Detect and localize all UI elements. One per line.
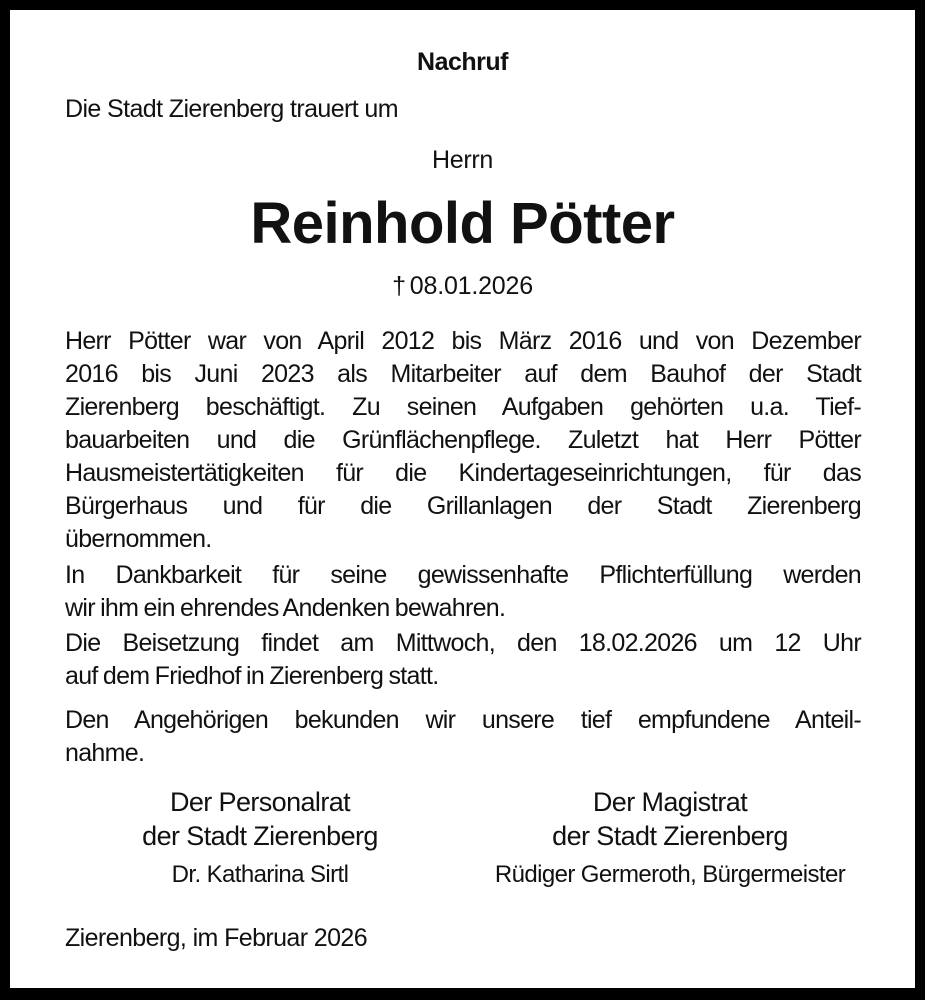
signature-person: Rüdiger Germeroth, Bürgermeister [494,861,846,888]
text-line: 2016 bis Juni 2023 als Mitarbeiter auf dem Bauhof der Stadt [65,360,861,388]
signature-body: Der Magistrat [592,787,748,817]
text-line: wir ihm ein ehrendes Andenken bewahren. [65,594,506,622]
cross-icon: † [392,272,406,300]
text-line: auf dem Friedhof in Zierenberg statt. [65,662,439,690]
paragraph-funeral [65,627,861,693]
salutation: Herrn [431,146,493,174]
place-date: Zierenberg, im Februar 2026 [65,924,368,952]
paragraph-condolences [65,704,861,770]
signature-person: Dr. Katharina Sirtl [171,861,349,888]
signature-org: der Stadt Zierenberg [552,821,788,851]
death-date: 08.01.2026 [409,272,533,300]
paragraph-gratitude [65,559,861,625]
signature-magistrat [440,785,900,892]
text-line: Hausmeistertätigkeiten für die Kindertageseinrichtungen, für das [65,459,861,487]
signature-body: Der Personalrat [169,787,351,817]
text-line: Die Beisetzung findet am Mittwoch, den 18.02.2026 um 12 Uhr [65,629,861,657]
deceased-name: Reinhold Pötter [250,191,675,256]
text-line: Zierenberg beschäftigt. Zu seinen Aufgaben gehörten u.a. Tief- [65,393,861,421]
obituary-notice [10,10,915,988]
text-line: nahme. [65,739,145,767]
death-date-line [10,272,915,301]
text-line: bauarbeiten und die Grünflächenpflege. Zuletzt hat Herr Pötter [65,426,861,454]
notice-heading: Nachruf [417,48,508,76]
signature-org: der Stadt Zierenberg [142,821,378,851]
text-line: In Dankbarkeit für seine gewissenhafte Pflichterfüllung werden [65,561,861,589]
signature-personalrat [110,785,410,892]
intro-line: Die Stadt Zierenberg trauert um [65,95,398,123]
text-line: Den Angehörigen bekunden wir unsere tief empfundene Anteil- [65,706,861,734]
text-line: übernommen. [65,525,212,553]
text-line: Bürgerhaus und für die Grillanlagen der Stadt Zierenberg [65,492,861,520]
paragraph-employment [65,325,861,556]
text-line: Herr Pötter war von April 2012 bis März 2016 und von Dezember [65,327,861,355]
